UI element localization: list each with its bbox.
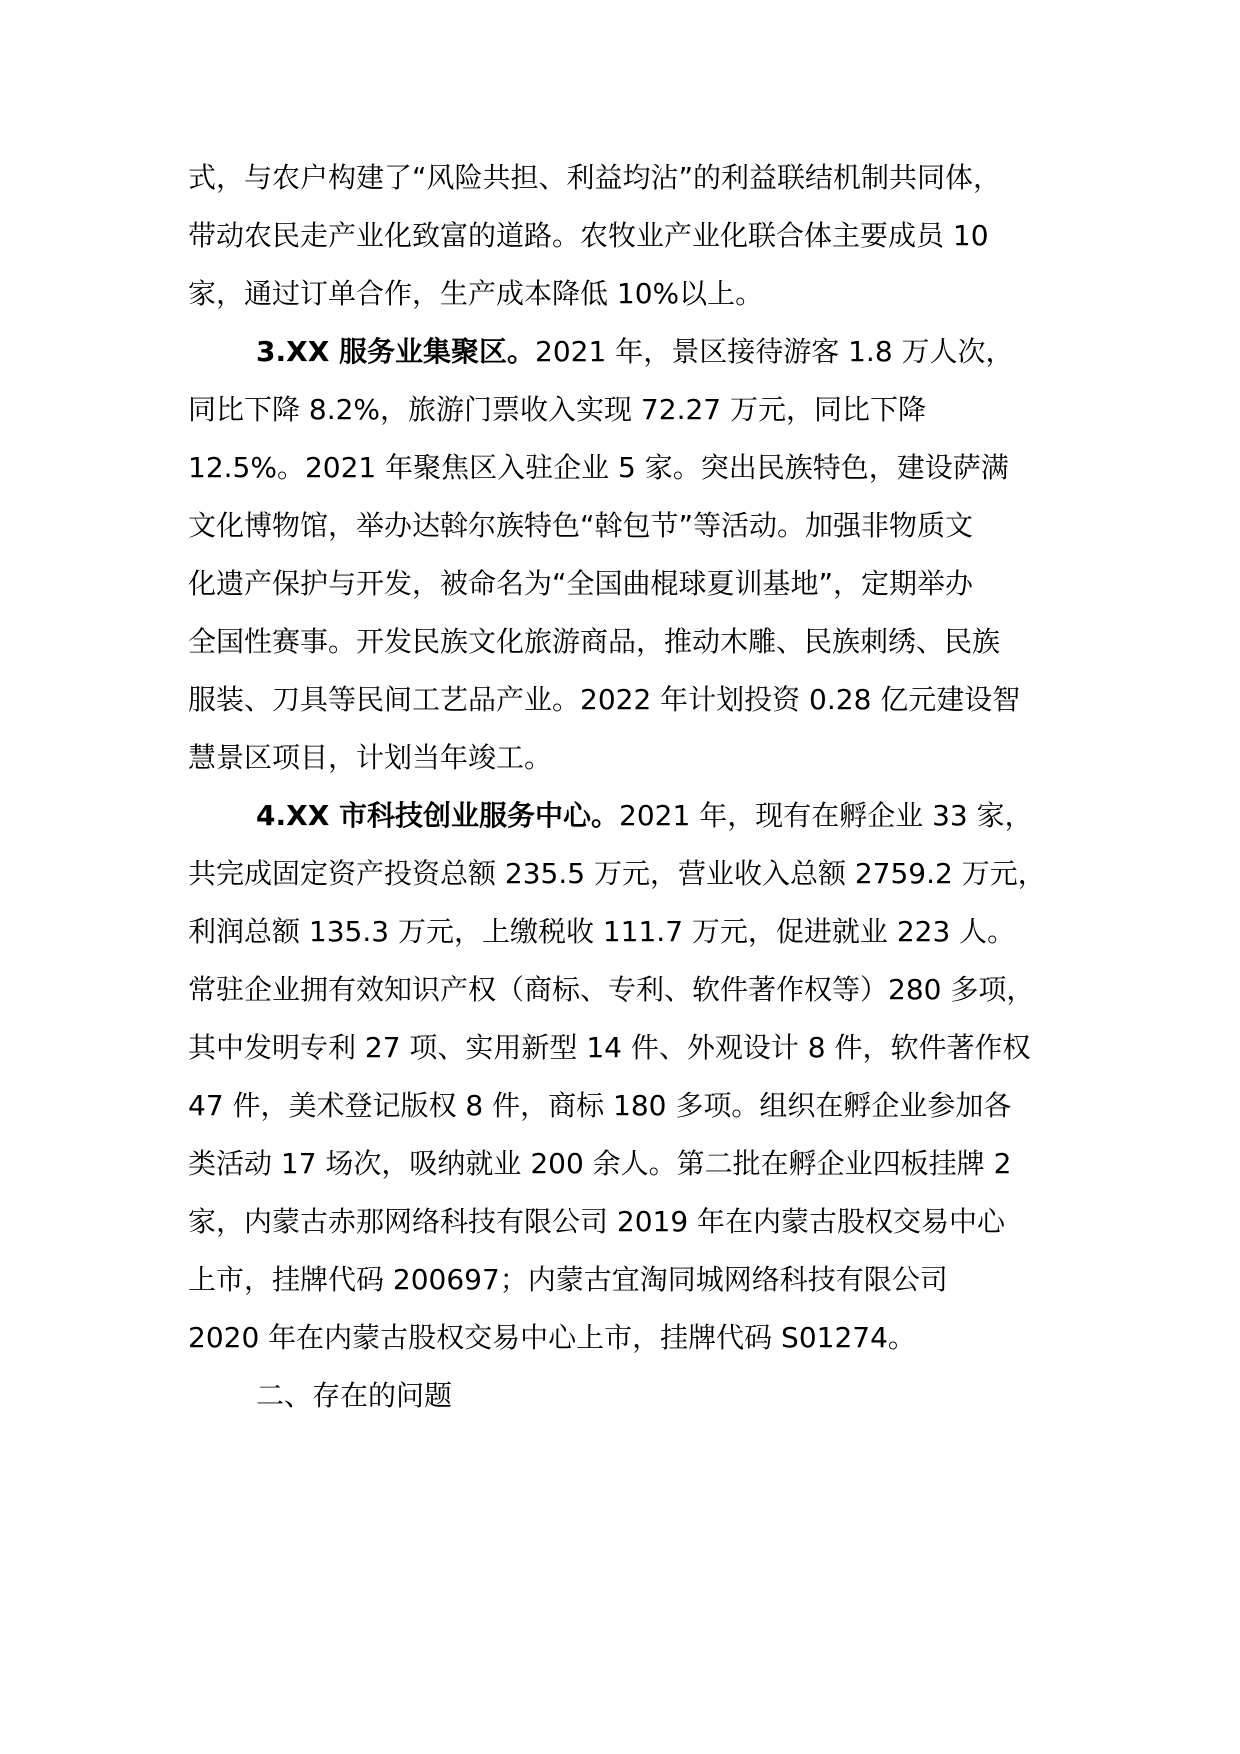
text-line: 服装、刀具等民间工艺品产业。2022 年计划投资 0.28 亿元建设智 [188, 683, 1021, 716]
text-line: 上市，挂牌代码 200697；内蒙古宜淘同城网络科技有限公司 [188, 1263, 948, 1296]
text-line: 慧景区项目，计划当年竣工。 [188, 741, 553, 774]
text-line: 常驻企业拥有效知识产权（商标、专利、软件著作权等）280 多项， [188, 973, 1035, 1006]
text-line: 式，与农户构建了“风险共担、利益均沾”的利益联结机制共同体， [188, 161, 1002, 194]
text-line: 类活动 17 场次，吸纳就业 200 余人。第二批在孵企业四板挂牌 2 [188, 1147, 1012, 1180]
text-line: 2020 年在内蒙古股权交易中心上市，挂牌代码 S01274。 [188, 1321, 916, 1354]
paragraph-3-first-line [256, 334, 1014, 370]
section-heading-problems: 二、存在的问题 [256, 1379, 453, 1412]
section-heading-3: 3.XX 服务业集聚区。 [256, 335, 536, 368]
text-line: 家，内蒙古赤那网络科技有限公司 2019 年在内蒙古股权交易中心 [188, 1205, 1006, 1238]
text-line: 化遗产保护与开发，被命名为“全国曲棍球夏训基地”，定期举办 [188, 567, 974, 600]
text-line: 同比下降 8.2%，旅游门票收入实现 72.27 万元，同比下降 [188, 393, 926, 426]
text-line: 共完成固定资产投资总额 235.5 万元，营业收入总额 2759.2 万元， [188, 857, 1046, 890]
text-line: 家，通过订单合作，生产成本降低 10%以上。 [188, 277, 764, 310]
text-run: 2021 年，景区接待游客 1.8 万人次， [535, 335, 1014, 368]
text-line: 带动农民走产业化致富的道路。农牧业产业化联合体主要成员 10 [188, 219, 989, 252]
text-line: 47 件，美术登记版权 8 件，商标 180 多项。组织在孵企业参加各 [188, 1089, 1012, 1122]
section-heading-4: 4.XX 市科技创业服务中心。 [256, 799, 620, 832]
text-line: 全国性赛事。开发民族文化旅游商品，推动木雕、民族刺绣、民族 [188, 625, 1001, 658]
text-line: 12.5%。2021 年聚焦区入驻企业 5 家。突出民族特色，建设萨满 [188, 451, 1009, 484]
paragraph-4-first-line [256, 798, 1033, 834]
text-line: 利润总额 135.3 万元，上缴税收 111.7 万元，促进就业 223 人。 [188, 915, 1016, 948]
text-line: 文化博物馆，举办达斡尔族特色“斡包节”等活动。加强非物质文 [188, 509, 974, 542]
text-line: 其中发明专利 27 项、实用新型 14 件、外观设计 8 件，软件著作权 [188, 1031, 1031, 1064]
text-run: 2021 年，现有在孵企业 33 家， [619, 799, 1033, 832]
